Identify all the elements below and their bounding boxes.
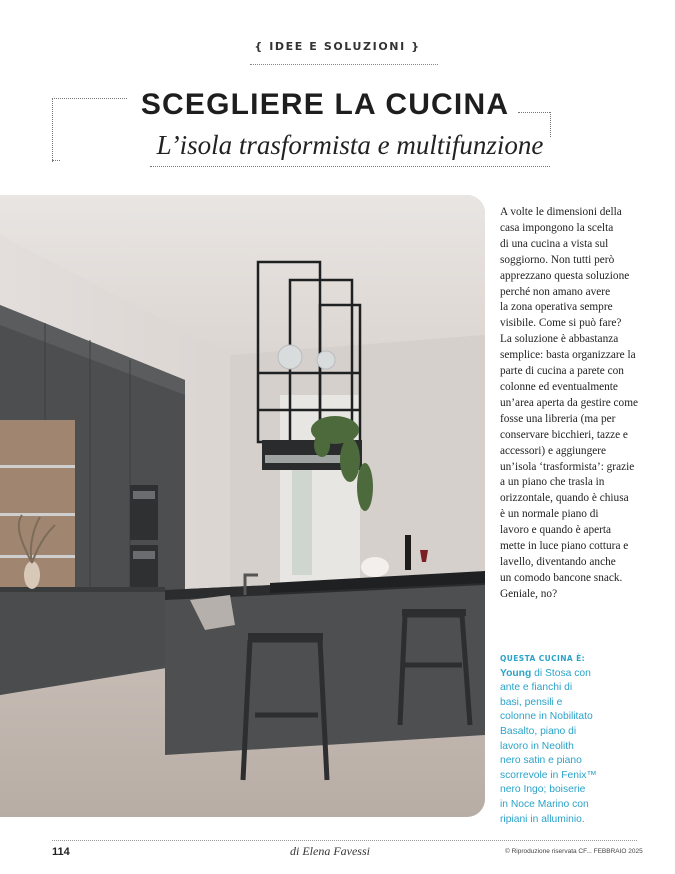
page-title: SCEGLIERE LA CUCINA (140, 88, 510, 121)
title-frame-right (550, 112, 551, 137)
title-frame-top (52, 98, 127, 99)
article-body: A volte le dimensioni della casa impongono la scelta di una cucina a vista sul soggiorno. Non tutti però apprezzano questa soluzione perché non amano avere la zona operativa sempre visibile. Come si può fare? La soluzione è abbastanza semplice: basta organizzare la parte di cucina a parete con colonne ed eventualmente un’area aperta da gestire come fosse una libreria (ma per conservare bicchieri, tazze e accessori) e aggiungere un’isola ‘trasformista’: grazie a un piano che trasla in orizzontale, quando è chiusa è un normale piano di lavoro e quando è aperta mette in luce piano cottura e lavello, diventando anche un comodo bancone snack. Geniale, no? (500, 206, 638, 600)
page-subtitle: L’isola trasformista e multifunzione (156, 130, 544, 160)
caption-brand: Young (500, 667, 532, 679)
section-tag-rule (250, 64, 438, 65)
title-frame-left (52, 98, 53, 162)
footer-rule (52, 840, 637, 841)
section-tag: { IDEE E SOLUZIONI } (254, 40, 421, 53)
page-number: 114 (52, 846, 70, 858)
kitchen-photo (0, 195, 485, 817)
caption-label: QUESTA CUCINA È: (500, 654, 586, 663)
title-frame-tick (52, 160, 60, 161)
title-frame-bottom (150, 166, 550, 167)
title-frame-right-top (518, 112, 550, 113)
author-credit: di Elena Favessi (290, 844, 370, 858)
kitchen-illustration (0, 195, 485, 817)
caption-text: di Stosa con ante e fianchi di basi, pensili e colonne in Nobilitato Basalto, piano di lavoro in Neolith nero satin e piano scorrevole in Fenix™ nero Ingo; boiserie in Noce Marino con ripiani in alluminio. (500, 667, 597, 825)
photo-caption (500, 652, 650, 827)
caption-text-block (500, 668, 597, 825)
copyright-notice: © Riproduzione riservata CF... FEBBRAIO 2025 (505, 848, 643, 855)
